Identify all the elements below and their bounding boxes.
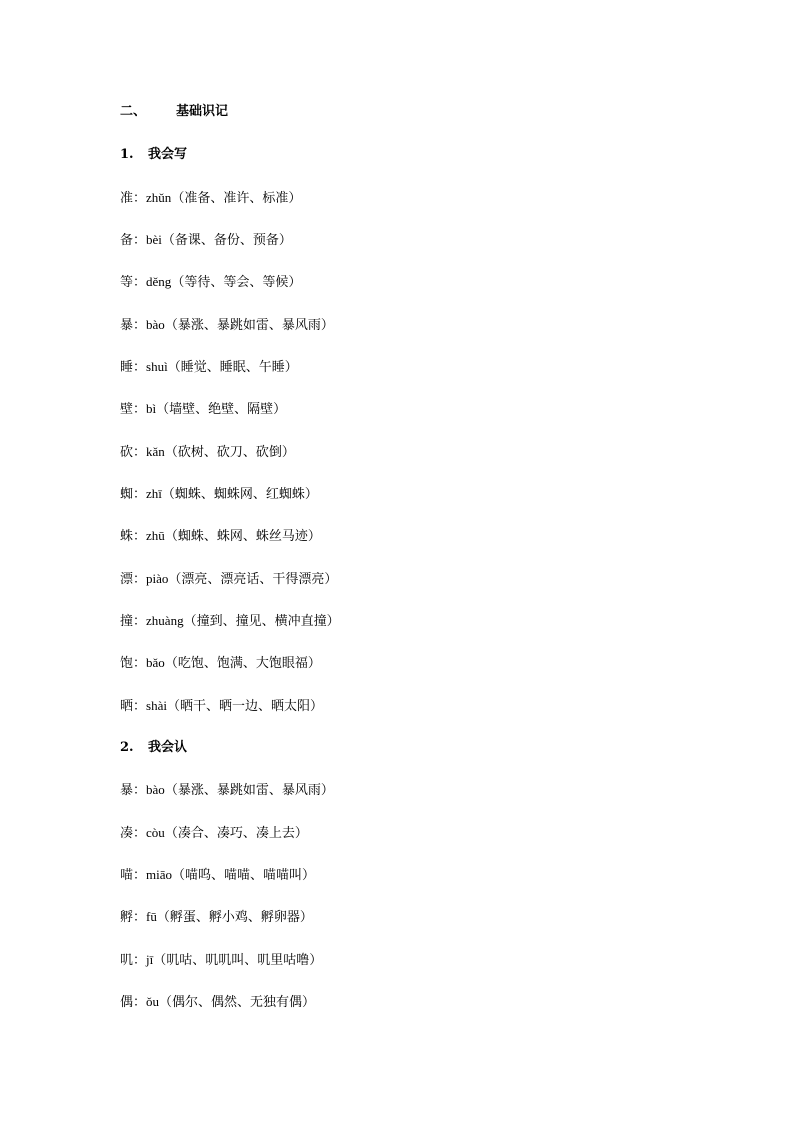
- char-entry: 晒：shài（晒干、晒一边、晒太阳）: [120, 698, 323, 714]
- pinyin: còu: [146, 825, 165, 840]
- pinyin: shài: [146, 698, 167, 713]
- subsection-number: 1.: [120, 147, 134, 162]
- char-entry: 饱：bǎo（吃饱、饱满、大饱眼福）: [120, 655, 321, 671]
- example-words: （蜘蛛、蜘蛛网、红蜘蛛）: [161, 487, 318, 502]
- pinyin: bào: [146, 782, 165, 797]
- example-words: （墙壁、绝壁、隔壁）: [156, 402, 287, 417]
- example-words: （砍树、砍刀、砍倒）: [164, 445, 295, 460]
- char: 撞: [120, 614, 134, 629]
- char-entry: 暴：bào（暴涨、暴跳如雷、暴风雨）: [120, 317, 334, 333]
- example-words: （蜘蛛、蛛网、蛛丝马迹）: [164, 529, 321, 544]
- example-words: （睡觉、睡眠、午睡）: [167, 360, 298, 375]
- subsection-number: 2.: [120, 740, 134, 755]
- example-words: （凑合、凑巧、凑上去）: [164, 826, 308, 841]
- pinyin: bǎo: [146, 655, 165, 670]
- example-words: （喵呜、喵喵、喵喵叫）: [172, 868, 316, 883]
- char-entry: 撞：zhuàng（撞到、撞见、横冲直撞）: [120, 613, 340, 629]
- subsection-heading-read: [120, 738, 187, 758]
- char: 凑: [120, 826, 134, 841]
- pinyin: kǎn: [146, 444, 165, 459]
- section-number: 二、: [120, 104, 147, 119]
- char: 准: [120, 191, 134, 206]
- char: 叽: [120, 953, 134, 968]
- example-words: （吃饱、饱满、大饱眼福）: [164, 656, 321, 671]
- pinyin: zhī: [146, 486, 162, 501]
- pinyin: zhū: [146, 528, 165, 543]
- char: 漂: [120, 572, 134, 587]
- subsection-heading-write: [120, 145, 187, 165]
- pinyin: jī: [146, 952, 154, 967]
- char: 蛛: [120, 529, 134, 544]
- char: 睡: [120, 360, 134, 375]
- pinyin: ǒu: [146, 994, 160, 1009]
- char: 饱: [120, 656, 134, 671]
- char: 暴: [120, 318, 134, 333]
- char-entry: 喵：miāo（喵呜、喵喵、喵喵叫）: [120, 867, 316, 883]
- pinyin: bào: [146, 317, 165, 332]
- example-words: （偶尔、偶然、无独有偶）: [159, 995, 316, 1010]
- example-words: （等待、等会、等候）: [171, 275, 302, 290]
- subsection-title: 我会认: [148, 740, 188, 755]
- char-entry: 叽：jī（叽咕、叽叽叫、叽里咕噜）: [120, 952, 323, 968]
- example-words: （撞到、撞见、横冲直撞）: [183, 614, 340, 629]
- subsection-title: 我会写: [148, 147, 188, 162]
- pinyin: shuì: [146, 359, 168, 374]
- example-words: （暴涨、暴跳如雷、暴风雨）: [164, 318, 334, 333]
- char-entry: 备：bèi（备课、备份、预备）: [120, 232, 292, 248]
- char-entry: 睡：shuì（睡觉、睡眠、午睡）: [120, 359, 298, 375]
- char-entry: 蛛：zhū（蜘蛛、蛛网、蛛丝马迹）: [120, 528, 321, 544]
- char-entry: 等：děng（等待、等会、等候）: [120, 274, 302, 290]
- char-entry: 砍：kǎn（砍树、砍刀、砍倒）: [120, 444, 295, 460]
- pinyin: fū: [146, 909, 157, 924]
- char: 喵: [120, 868, 134, 883]
- char: 孵: [120, 910, 134, 925]
- pinyin: piào: [146, 571, 169, 586]
- section-title: 基础识记: [176, 104, 229, 119]
- example-words: （备课、备份、预备）: [161, 233, 292, 248]
- char: 壁: [120, 402, 134, 417]
- example-words: （准备、准许、标准）: [171, 191, 302, 206]
- pinyin: zhuàng: [146, 613, 184, 628]
- example-words: （晒干、晒一边、晒太阳）: [166, 699, 323, 714]
- char-entry: 蜘：zhī（蜘蛛、蜘蛛网、红蜘蛛）: [120, 486, 318, 502]
- char: 偶: [120, 995, 134, 1010]
- char: 暴: [120, 783, 134, 798]
- char-entry: 孵：fū（孵蛋、孵小鸡、孵卵器）: [120, 909, 313, 925]
- pinyin: zhǔn: [146, 190, 172, 205]
- char: 砍: [120, 445, 134, 460]
- char: 晒: [120, 699, 134, 714]
- char: 等: [120, 275, 134, 290]
- pinyin: děng: [146, 274, 172, 289]
- char-entry: 凑：còu（凑合、凑巧、凑上去）: [120, 825, 308, 841]
- char: 备: [120, 233, 134, 248]
- char: 蜘: [120, 487, 134, 502]
- char-entry: 准：zhǔn（准备、准许、标准）: [120, 190, 302, 206]
- char-entry: 暴：bào（暴涨、暴跳如雷、暴风雨）: [120, 782, 334, 798]
- example-words: （孵蛋、孵小鸡、孵卵器）: [156, 910, 313, 925]
- example-words: （漂亮、漂亮话、干得漂亮）: [168, 572, 338, 587]
- example-words: （暴涨、暴跳如雷、暴风雨）: [164, 783, 334, 798]
- pinyin: bèi: [146, 232, 162, 247]
- char-entry: 偶：ǒu（偶尔、偶然、无独有偶）: [120, 994, 316, 1010]
- char-entry: 漂：piào（漂亮、漂亮话、干得漂亮）: [120, 571, 338, 587]
- pinyin: bì: [146, 401, 157, 416]
- section-heading: [120, 102, 228, 122]
- char-entry: 壁：bì（墙壁、绝壁、隔壁）: [120, 401, 287, 417]
- example-words: （叽咕、叽叽叫、叽里咕噜）: [153, 953, 323, 968]
- pinyin: miāo: [146, 867, 173, 882]
